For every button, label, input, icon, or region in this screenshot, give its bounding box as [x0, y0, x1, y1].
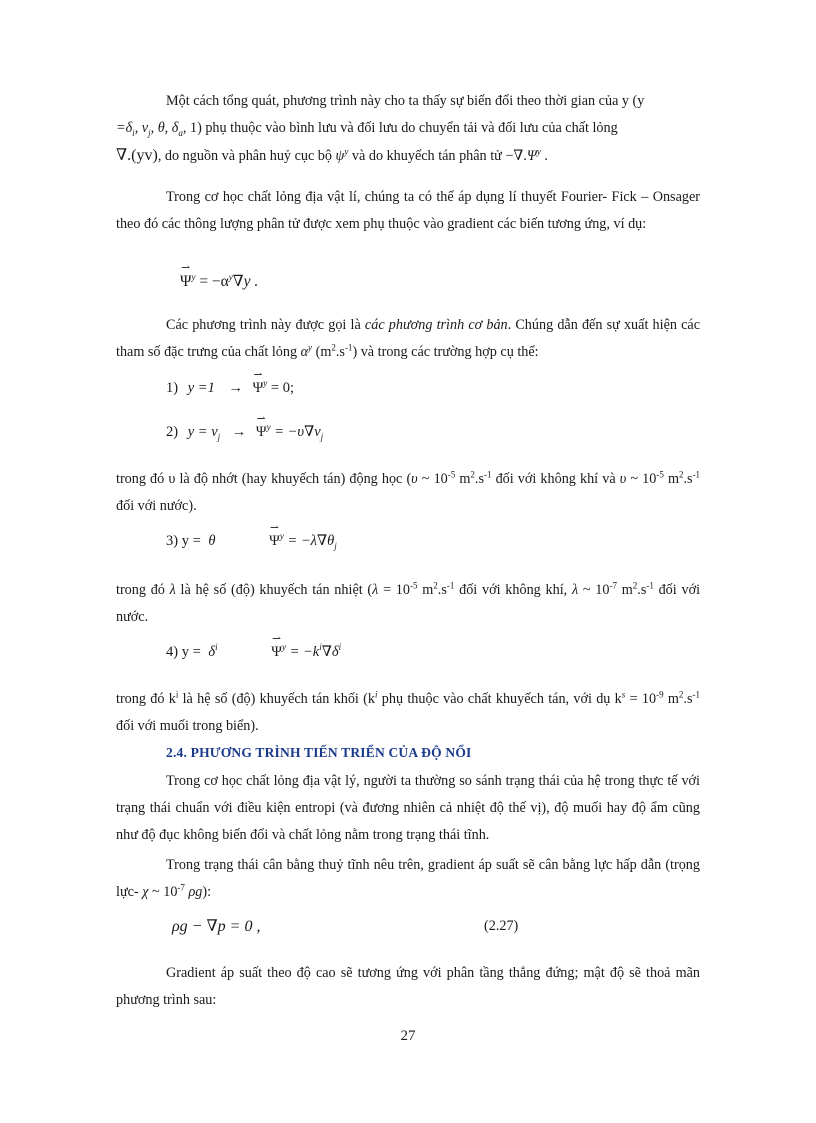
text-p4b: ~ 10 — [421, 471, 448, 487]
section-heading: 2.4. PHƯƠNG TRÌNH TIẾN TRIỂN CỦA ĐỘ NỔI — [166, 745, 472, 760]
text-p8a: Trong trạng thái cân bằng thuỷ tĩnh nêu trên, gradient áp suất sẽ cân bằng lực hấp dẫn (trọng lực- — [116, 857, 700, 900]
sup-i-c4c: i — [338, 642, 342, 653]
text-p6b: là hệ số (độ) khuyếch tán khối (k — [178, 691, 375, 707]
text-p7: Trong cơ học chất lỏng địa vật lý, người ta thường so sánh trạng thái của hệ trong thực tế với trạng thái chuẩn với điều kiện entropi (và đương nhiên cả nhiệt độ thế vị), độ muối hay độ ẩm cũng như độ đục không biến đổi và chất lỏng nằm trong trạng thái tĩnh. — [116, 773, 700, 843]
sub-a: a — [178, 127, 183, 138]
text-p4a: trong đó υ là độ nhớt (hay khuyếch tán) động học ( — [116, 471, 412, 487]
text-p8b: ~ 10 — [152, 884, 178, 900]
sup-y-5: y — [308, 342, 313, 353]
upsilon-1: υ — [411, 471, 418, 487]
paragraph-6 — [116, 686, 700, 740]
sup-2-c: 2 — [678, 469, 684, 480]
text-p3b: các phương trình cơ bản — [364, 317, 508, 333]
text-p5h: m — [616, 582, 633, 598]
psi-vector-c4: Ψ — [271, 644, 282, 660]
sup-neg7-a: -7 — [609, 580, 617, 591]
text-p3d: (m — [315, 344, 332, 360]
sup-2-d: 2 — [433, 580, 438, 591]
case-3-var: θ — [208, 533, 216, 549]
text-p5a: trong đó — [116, 582, 165, 598]
paragraph-5 — [116, 577, 700, 631]
case-2-rhs: = −υ∇v — [274, 424, 321, 440]
equation-2-27 — [172, 916, 260, 936]
case-3-rhs: = −λ∇θ — [287, 533, 335, 549]
sup-neg1-a: -1 — [344, 342, 353, 353]
paragraph-7 — [116, 768, 700, 849]
lambda-2: λ — [372, 582, 379, 598]
text-p1-line1: Một cách tổng quát, phương trình này cho ta thấy sự biến đổi theo thời gian của y (y — [166, 93, 645, 109]
sup-neg1-d: -1 — [446, 580, 455, 591]
sup-neg5-a: -5 — [447, 469, 456, 480]
equation-number: (2.27) — [484, 918, 519, 934]
sup-neg1-b: -1 — [483, 469, 492, 480]
case-2-label: 2) — [166, 424, 179, 440]
neg-div-term: −∇. — [505, 148, 527, 164]
arrow-icon-2: → — [231, 424, 247, 440]
div-yv-term: ∇.(yv) — [116, 147, 158, 164]
sup-y-c4: y — [281, 642, 286, 653]
text-p6c: phụ thuộc vào chất khuyếch tán, với dụ k — [377, 691, 622, 707]
text-p4i: đối với nước). — [116, 498, 197, 514]
text-p1-2a: =δ — [116, 120, 133, 136]
equation-flux-gradient: ⇀ $\Psi^y = -\alpha^y\nabla y$ . — [180, 262, 259, 290]
sub-j-c2b: j — [320, 431, 324, 442]
alpha-symbol: α — [300, 344, 309, 360]
eq-main-end: ∇y . — [232, 273, 259, 290]
sup-y-2: y — [536, 146, 541, 157]
case-4-var: δ — [208, 644, 216, 660]
text-p1-3b: và do khuyếch tán phân tử — [351, 148, 502, 164]
paragraph-1-line-1 — [116, 88, 700, 115]
eq227-body: ρg − ∇p = 0 , — [172, 918, 261, 935]
sup-y-1: y — [344, 146, 349, 157]
text-p3a: Các phương trình này được gọi là — [166, 317, 365, 333]
psi-source-term: ψ — [335, 148, 345, 164]
case-4: 4) $y = \delta^i$ ⇀ $\Psi^y = -k^i\nabla\delta^i$ — [166, 633, 342, 660]
case-1-label: 1) — [166, 380, 179, 396]
text-p5j: đối với nước. — [116, 582, 701, 625]
text-p5f: đối với không khí, — [454, 582, 568, 598]
sub-j-c3: j — [334, 540, 337, 551]
psi-flux-term: Ψ — [526, 148, 537, 164]
case-1-lhs: y =1 — [187, 380, 215, 396]
sup-2-e: 2 — [632, 580, 638, 591]
text-p8d: ): — [202, 884, 212, 900]
sup-s-p6: s — [621, 689, 626, 700]
sup-neg7-b: -7 — [177, 882, 185, 893]
case-4-label: 4) y = — [166, 644, 201, 660]
case-1: 1) y =1 → ⇀ $\Psi^y = 0$; — [166, 369, 294, 396]
case-4-rhs: = −k — [289, 644, 320, 660]
text-p4f: ~ 10 — [630, 471, 657, 487]
text-p6e: m — [667, 691, 679, 707]
page-number: 27 — [400, 1028, 416, 1044]
sup-neg5-b: -5 — [656, 469, 664, 480]
paragraph-1-line-2 — [116, 115, 700, 142]
text-p5d: m — [417, 582, 434, 598]
text-p5b: là hệ số (độ) khuyếch tán nhiệt ( — [180, 582, 373, 598]
text-p1-3a: , do nguồn và phân huỷ cục bộ — [157, 148, 332, 164]
text-p9: Gradient áp suất theo độ cao sẽ tương ứng với phân tầng thẳng đứng; mật độ sẽ thoả mãn phương trình sau: — [116, 965, 700, 1008]
text-p5g: ~ 10 — [582, 582, 610, 598]
eq-main-rhs: = −α — [199, 273, 229, 290]
text-p4e: đối với không khí và — [491, 471, 616, 487]
text-p1-2d: , 1) phụ thuộc vào bình lưu và đối lưu do chuyển tải và đối lưu của chất lỏng — [182, 120, 618, 136]
sup-i-p6a: i — [175, 689, 179, 700]
text-p4h: .s — [683, 471, 693, 487]
paragraph-2 — [116, 184, 700, 238]
text-p2: Trong cơ học chất lỏng địa vật lí, chúng ta có thể áp dụng lí thuyết Fourier- Fick – Onsager theo đó các thông lượng phân tử được xem phụ thuộc vào gradient các biến tương ứng, ví dụ: — [116, 189, 700, 232]
text-p4d: .s — [474, 471, 484, 487]
sup-neg5-c: -5 — [410, 580, 418, 591]
text-p4g: m — [667, 471, 679, 487]
text-p3c: . Chúng dẫn đến sự xuất hiện các tham số đặc trưng của chất lỏng — [116, 317, 701, 360]
sub-j: j — [148, 127, 151, 138]
case-2: 2) $y = v_j$ → ⇀ $\Psi^y = -\upsilon\nabla v_j$ — [166, 413, 324, 442]
sup-neg9: -9 — [656, 689, 664, 700]
text-p1-2c: , θ, δ — [150, 120, 179, 136]
case-2-lhs: y = v — [187, 424, 218, 440]
upsilon-2: υ — [619, 471, 627, 487]
text-p1-2b: , v — [134, 120, 149, 136]
case-3: 3) y = θ ⇀ $\Psi^y = -\lambda\nabla\theta_j$ — [166, 522, 337, 551]
case-3-label: 3) y = — [166, 533, 201, 549]
case-4-rhs2: ∇δ — [321, 644, 339, 660]
text-p4c: m — [455, 471, 471, 487]
paragraph-4 — [116, 466, 700, 520]
sup-i-c4: i — [215, 642, 218, 653]
sup-neg1-f: -1 — [692, 689, 700, 700]
psi-vector-c1: Ψ — [252, 380, 264, 396]
sup-y-3: y — [191, 271, 196, 282]
sub-i: i — [132, 127, 135, 138]
sup-i-c4b: i — [319, 642, 322, 653]
text-p5e: .s — [437, 582, 447, 598]
sup-2-a: 2 — [331, 342, 336, 353]
psi-vector-c2: Ψ — [255, 424, 267, 440]
text-p6g: đối với muối trong biển). — [116, 718, 259, 734]
psi-vector-c3: Ψ — [269, 533, 280, 549]
sub-j-c2: j — [217, 431, 221, 442]
text-p6f: .s — [683, 691, 693, 707]
text-p3f: ) và trong các trường hợp cụ thể: — [352, 344, 539, 360]
text-p6d: = 10 — [625, 691, 657, 707]
sup-y-c2: y — [266, 422, 271, 433]
psi-vector: Ψ — [180, 273, 192, 290]
sup-neg1-e: -1 — [646, 580, 654, 591]
paragraph-3 — [116, 312, 700, 366]
sup-2-b: 2 — [470, 469, 475, 480]
lambda-3: λ — [571, 582, 579, 598]
lambda-1: λ — [169, 582, 176, 598]
sup-neg1-c: -1 — [692, 469, 701, 480]
text-p8c: ρg — [188, 884, 203, 900]
text-p3e: .s — [335, 344, 345, 360]
sup-2-f: 2 — [678, 689, 684, 700]
text-p5i: .s — [637, 582, 647, 598]
sup-y-4: y — [228, 271, 233, 282]
paragraph-1-line-3: ∇.(yv), do nguồn và phân huỷ cục bộ $\psi^y$ và do khuyếch tán phân tử $-\nabla.\Psi^y$ . — [116, 146, 548, 164]
arrow-icon: → — [228, 380, 243, 396]
sup-y-c3: y — [279, 531, 284, 542]
sup-i-p6b: i — [374, 689, 378, 700]
text-p6a: trong đó k — [116, 691, 176, 707]
sup-y-c1: y — [263, 378, 268, 389]
chi-symbol: χ — [142, 884, 149, 900]
text-p5c: = 10 — [383, 582, 410, 598]
case-1-rhs: = 0; — [270, 380, 294, 396]
paragraph-8 — [116, 852, 700, 906]
paragraph-9 — [116, 960, 700, 1014]
